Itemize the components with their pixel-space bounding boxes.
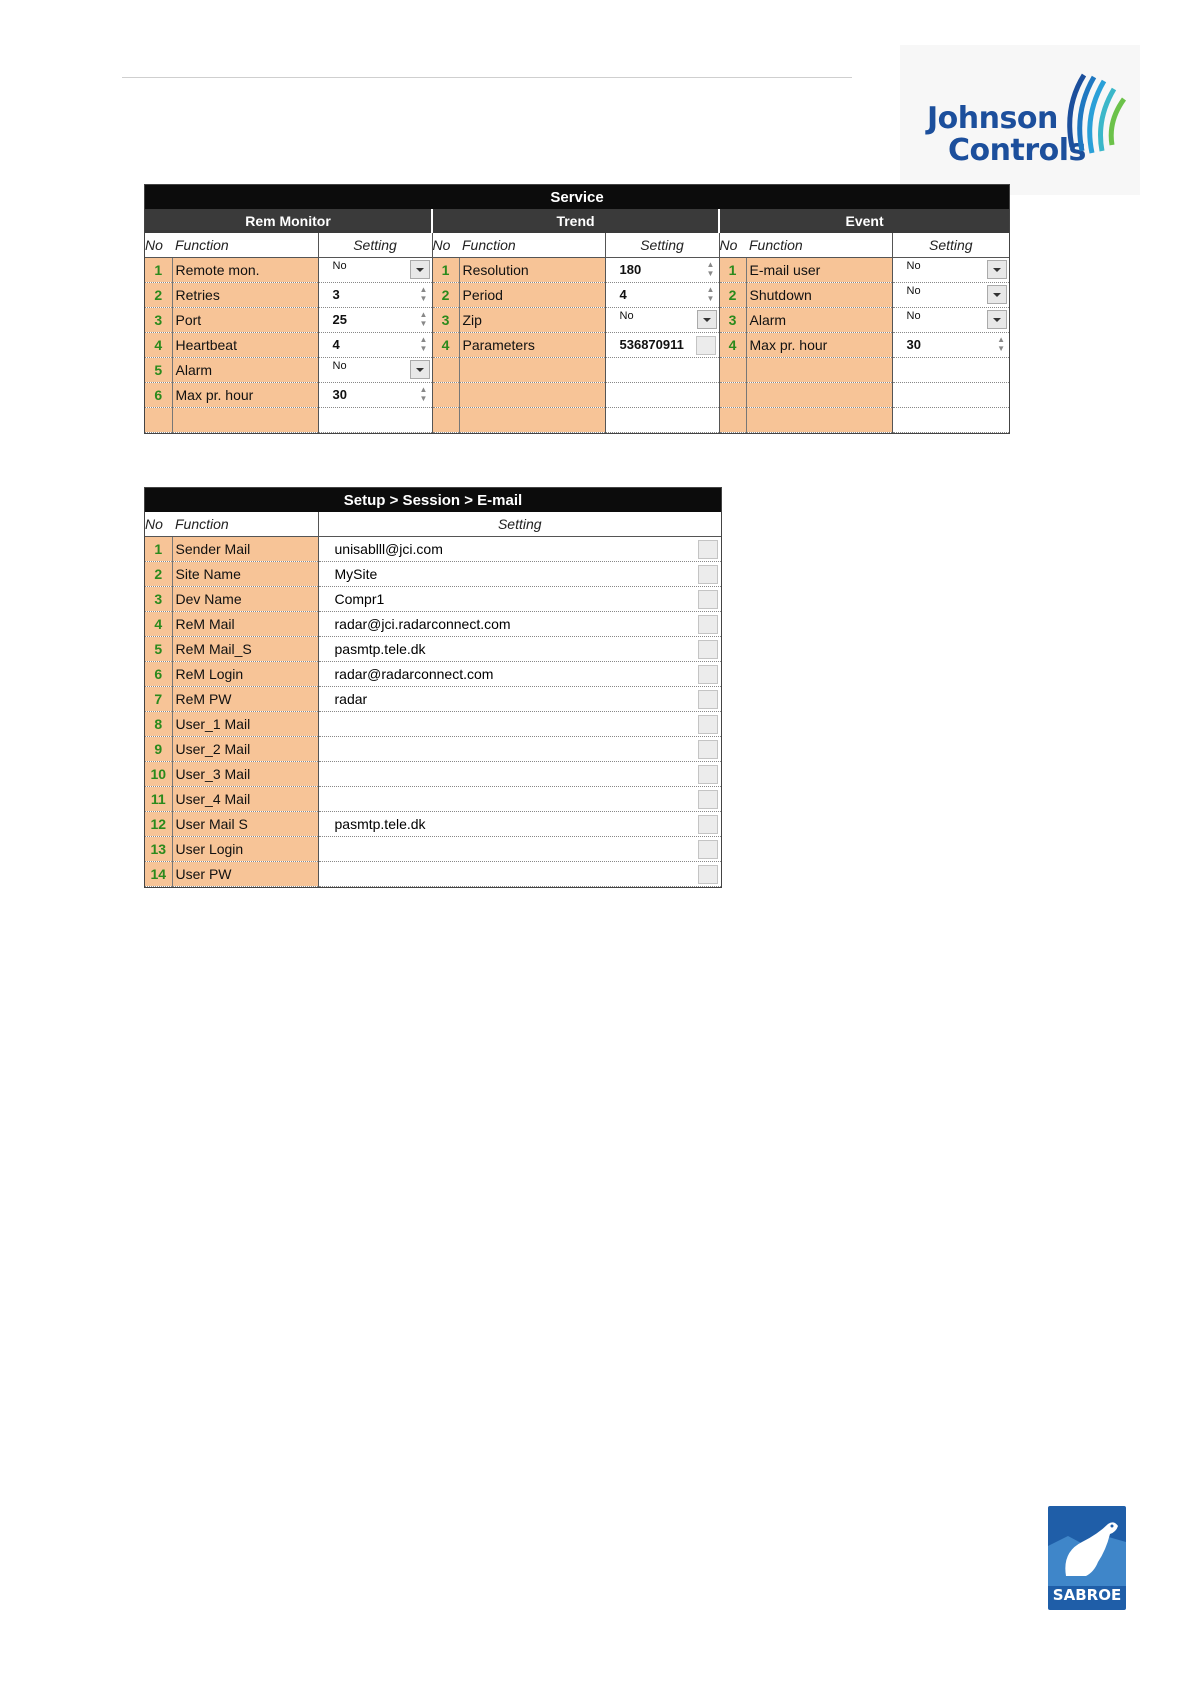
polar-bear-icon — [1048, 1506, 1126, 1586]
setting-value: No — [332, 260, 347, 272]
table-row — [145, 662, 721, 687]
col-no: No — [145, 512, 172, 537]
setting-field[interactable] — [605, 283, 719, 308]
setting-field[interactable] — [318, 687, 721, 712]
table-row — [145, 408, 1009, 433]
setting-field[interactable] — [318, 358, 432, 383]
row-number: 1 — [145, 258, 172, 283]
setting-value: unisablll@jci.com — [334, 541, 443, 557]
table-row — [145, 762, 721, 787]
setting-field[interactable] — [318, 762, 721, 787]
edit-button[interactable] — [698, 590, 718, 609]
email-setup-title: Setup > Session > E-mail — [145, 488, 721, 512]
johnson-controls-logo — [900, 45, 1140, 195]
table-row — [145, 383, 1009, 408]
function-label: ReM PW — [172, 687, 318, 712]
edit-button[interactable] — [698, 690, 718, 709]
function-label: Dev Name — [172, 587, 318, 612]
service-title: Service — [145, 185, 1009, 209]
row-number: 3 — [145, 587, 172, 612]
setting-value: 4 — [619, 287, 627, 302]
setting-field[interactable] — [318, 383, 432, 408]
table-row — [145, 562, 721, 587]
setting-value: radar@radarconnect.com — [334, 666, 494, 682]
function-label: User Mail S — [172, 812, 318, 837]
row-number: 3 — [719, 308, 746, 333]
setting-field[interactable] — [605, 333, 719, 358]
col-setting: Setting — [318, 233, 432, 258]
function-label: Max pr. hour — [172, 383, 318, 408]
table-row — [145, 612, 721, 637]
col-no: No — [719, 233, 746, 258]
setting-value: 536870911 — [619, 337, 684, 352]
setting-field[interactable] — [892, 258, 1009, 283]
section-header-event: Event — [719, 209, 1009, 233]
empty-cell — [719, 358, 746, 383]
setting-value: pasmtp.tele.dk — [334, 641, 426, 657]
edit-button[interactable] — [698, 665, 718, 684]
setting-field[interactable] — [318, 662, 721, 687]
empty-cell — [605, 408, 719, 433]
row-number: 1 — [719, 258, 746, 283]
table-row — [145, 283, 1009, 308]
setting-field[interactable] — [318, 308, 432, 333]
setting-value: 30 — [332, 387, 347, 402]
empty-cell — [746, 408, 892, 433]
function-label: E-mail user — [746, 258, 892, 283]
table-row — [145, 333, 1009, 358]
logo-word-johnson: Johnson — [927, 101, 1058, 136]
setting-value: MySite — [334, 566, 378, 582]
empty-cell — [719, 383, 746, 408]
spinner-arrows-icon[interactable]: ▲ ▼ — [706, 260, 715, 278]
col-no: No — [145, 233, 172, 258]
empty-cell — [459, 408, 605, 433]
dropdown-arrow-icon[interactable] — [987, 310, 1007, 329]
row-number: 12 — [145, 812, 172, 837]
row-number: 13 — [145, 837, 172, 862]
dropdown-arrow-icon[interactable] — [987, 260, 1007, 279]
setting-field[interactable] — [318, 812, 721, 837]
row-number: 10 — [145, 762, 172, 787]
empty-cell — [892, 383, 1009, 408]
row-number: 8 — [145, 712, 172, 737]
function-label: Remote mon. — [172, 258, 318, 283]
email-setup-table — [145, 488, 721, 887]
row-number: 6 — [145, 383, 172, 408]
setting-value: radar@jci.radarconnect.com — [334, 616, 511, 632]
row-number: 11 — [145, 787, 172, 812]
edit-button[interactable] — [698, 640, 718, 659]
function-label: ReM Mail_S — [172, 637, 318, 662]
spinner-arrows-icon[interactable]: ▲ ▼ — [419, 385, 428, 403]
johnson-controls-swirl-icon — [1062, 67, 1132, 167]
dropdown-arrow-icon[interactable] — [410, 260, 430, 279]
setting-field[interactable] — [318, 862, 721, 887]
edit-button[interactable] — [698, 765, 718, 784]
table-row — [145, 258, 1009, 283]
setting-field[interactable] — [318, 787, 721, 812]
empty-cell — [459, 358, 605, 383]
empty-cell — [892, 408, 1009, 433]
function-label: Alarm — [746, 308, 892, 333]
table-row — [145, 862, 721, 887]
table-row — [145, 737, 721, 762]
empty-cell — [145, 408, 172, 433]
col-function: Function — [459, 233, 605, 258]
empty-cell — [432, 408, 459, 433]
col-setting: Setting — [605, 233, 719, 258]
empty-cell — [172, 408, 318, 433]
setting-field[interactable] — [318, 283, 432, 308]
spinner-arrows-icon[interactable]: ▲ ▼ — [419, 285, 428, 303]
table-row — [145, 837, 721, 862]
dropdown-arrow-icon[interactable] — [697, 310, 717, 329]
setting-field[interactable] — [605, 258, 719, 283]
function-label: User_2 Mail — [172, 737, 318, 762]
row-number: 4 — [719, 333, 746, 358]
section-header-rem-monitor: Rem Monitor — [145, 209, 432, 233]
setting-value: radar — [334, 691, 368, 707]
setting-value: 3 — [332, 287, 340, 302]
spinner-arrows-icon[interactable]: ▲ ▼ — [997, 335, 1006, 353]
function-label: Retries — [172, 283, 318, 308]
sabroe-wordmark: SABROE — [1052, 1586, 1122, 1604]
row-number: 2 — [145, 283, 172, 308]
setting-field[interactable] — [318, 712, 721, 737]
row-number: 3 — [145, 308, 172, 333]
setting-field[interactable] — [318, 737, 721, 762]
table-row — [145, 587, 721, 612]
edit-button[interactable] — [698, 815, 718, 834]
function-label: User_3 Mail — [172, 762, 318, 787]
col-setting: Setting — [318, 512, 721, 537]
table-row — [145, 787, 721, 812]
logo-word-controls: Controls — [948, 133, 1086, 168]
row-number: 2 — [719, 283, 746, 308]
setting-field[interactable] — [318, 637, 721, 662]
table-row — [145, 308, 1009, 333]
table-row — [145, 687, 721, 712]
setting-field[interactable] — [892, 308, 1009, 333]
setting-value: 25 — [332, 312, 347, 327]
table-row — [145, 637, 721, 662]
edit-button[interactable] — [698, 840, 718, 859]
setting-value: No — [906, 285, 921, 297]
edit-button[interactable] — [698, 740, 718, 759]
col-function: Function — [172, 233, 318, 258]
setting-value: 30 — [906, 337, 921, 352]
setting-field[interactable] — [892, 333, 1009, 358]
col-function: Function — [172, 512, 318, 537]
setting-field[interactable] — [318, 537, 721, 562]
function-label: Period — [459, 283, 605, 308]
row-number: 4 — [145, 612, 172, 637]
edit-button[interactable] — [698, 540, 718, 559]
sabroe-logo — [1048, 1506, 1126, 1610]
row-number: 6 — [145, 662, 172, 687]
row-number: 1 — [432, 258, 459, 283]
function-label: Heartbeat — [172, 333, 318, 358]
setting-value: 180 — [619, 262, 642, 277]
function-label: Port — [172, 308, 318, 333]
empty-cell — [892, 358, 1009, 383]
function-label: User Login — [172, 837, 318, 862]
setting-value: Compr1 — [334, 591, 385, 607]
setting-field[interactable] — [318, 333, 432, 358]
edit-button[interactable] — [698, 865, 718, 884]
empty-cell — [605, 358, 719, 383]
setting-value: No — [619, 310, 634, 322]
setting-field[interactable] — [318, 258, 432, 283]
setting-value: No — [906, 260, 921, 272]
row-number: 9 — [145, 737, 172, 762]
function-label: User_4 Mail — [172, 787, 318, 812]
row-number: 4 — [432, 333, 459, 358]
empty-cell — [605, 383, 719, 408]
table-row — [145, 712, 721, 737]
function-label: ReM Login — [172, 662, 318, 687]
table-row — [145, 812, 721, 837]
setting-value: No — [906, 310, 921, 322]
setting-value: pasmtp.tele.dk — [334, 816, 426, 832]
function-label: User_1 Mail — [172, 712, 318, 737]
empty-cell — [746, 383, 892, 408]
edit-button[interactable] — [698, 565, 718, 584]
function-label: Zip — [459, 308, 605, 333]
row-number: 2 — [432, 283, 459, 308]
table-row — [145, 358, 1009, 383]
header-rule — [122, 77, 852, 78]
function-label: Resolution — [459, 258, 605, 283]
setting-value: 4 — [332, 337, 340, 352]
empty-cell — [459, 383, 605, 408]
setting-field[interactable] — [318, 562, 721, 587]
empty-cell — [746, 358, 892, 383]
row-number: 1 — [145, 537, 172, 562]
setting-field[interactable] — [605, 308, 719, 333]
function-label: Parameters — [459, 333, 605, 358]
empty-cell — [719, 408, 746, 433]
row-number: 4 — [145, 333, 172, 358]
empty-cell — [432, 358, 459, 383]
function-label: Max pr. hour — [746, 333, 892, 358]
spinner-arrows-icon[interactable]: ▲ ▼ — [419, 335, 428, 353]
setting-field[interactable] — [892, 283, 1009, 308]
setting-field[interactable] — [318, 837, 721, 862]
edit-button[interactable] — [698, 615, 718, 634]
setting-value: No — [332, 360, 347, 372]
edit-button[interactable] — [696, 336, 716, 355]
function-label: Site Name — [172, 562, 318, 587]
row-number: 14 — [145, 862, 172, 887]
setting-field[interactable] — [318, 612, 721, 637]
row-number: 5 — [145, 358, 172, 383]
function-label: ReM Mail — [172, 612, 318, 637]
spinner-arrows-icon[interactable]: ▲ ▼ — [706, 285, 715, 303]
function-label: Sender Mail — [172, 537, 318, 562]
edit-button[interactable] — [698, 790, 718, 809]
table-row — [145, 537, 721, 562]
function-label: Shutdown — [746, 283, 892, 308]
row-number: 5 — [145, 637, 172, 662]
edit-button[interactable] — [698, 715, 718, 734]
empty-cell — [432, 383, 459, 408]
function-label: Alarm — [172, 358, 318, 383]
empty-cell — [318, 408, 432, 433]
col-setting: Setting — [892, 233, 1009, 258]
col-no: No — [432, 233, 459, 258]
function-label: User PW — [172, 862, 318, 887]
spinner-arrows-icon[interactable]: ▲ ▼ — [419, 310, 428, 328]
row-number: 7 — [145, 687, 172, 712]
service-table — [145, 185, 1009, 433]
row-number: 2 — [145, 562, 172, 587]
section-header-trend: Trend — [432, 209, 719, 233]
dropdown-arrow-icon[interactable] — [410, 360, 430, 379]
dropdown-arrow-icon[interactable] — [987, 285, 1007, 304]
col-function: Function — [746, 233, 892, 258]
setting-field[interactable] — [318, 587, 721, 612]
row-number: 3 — [432, 308, 459, 333]
